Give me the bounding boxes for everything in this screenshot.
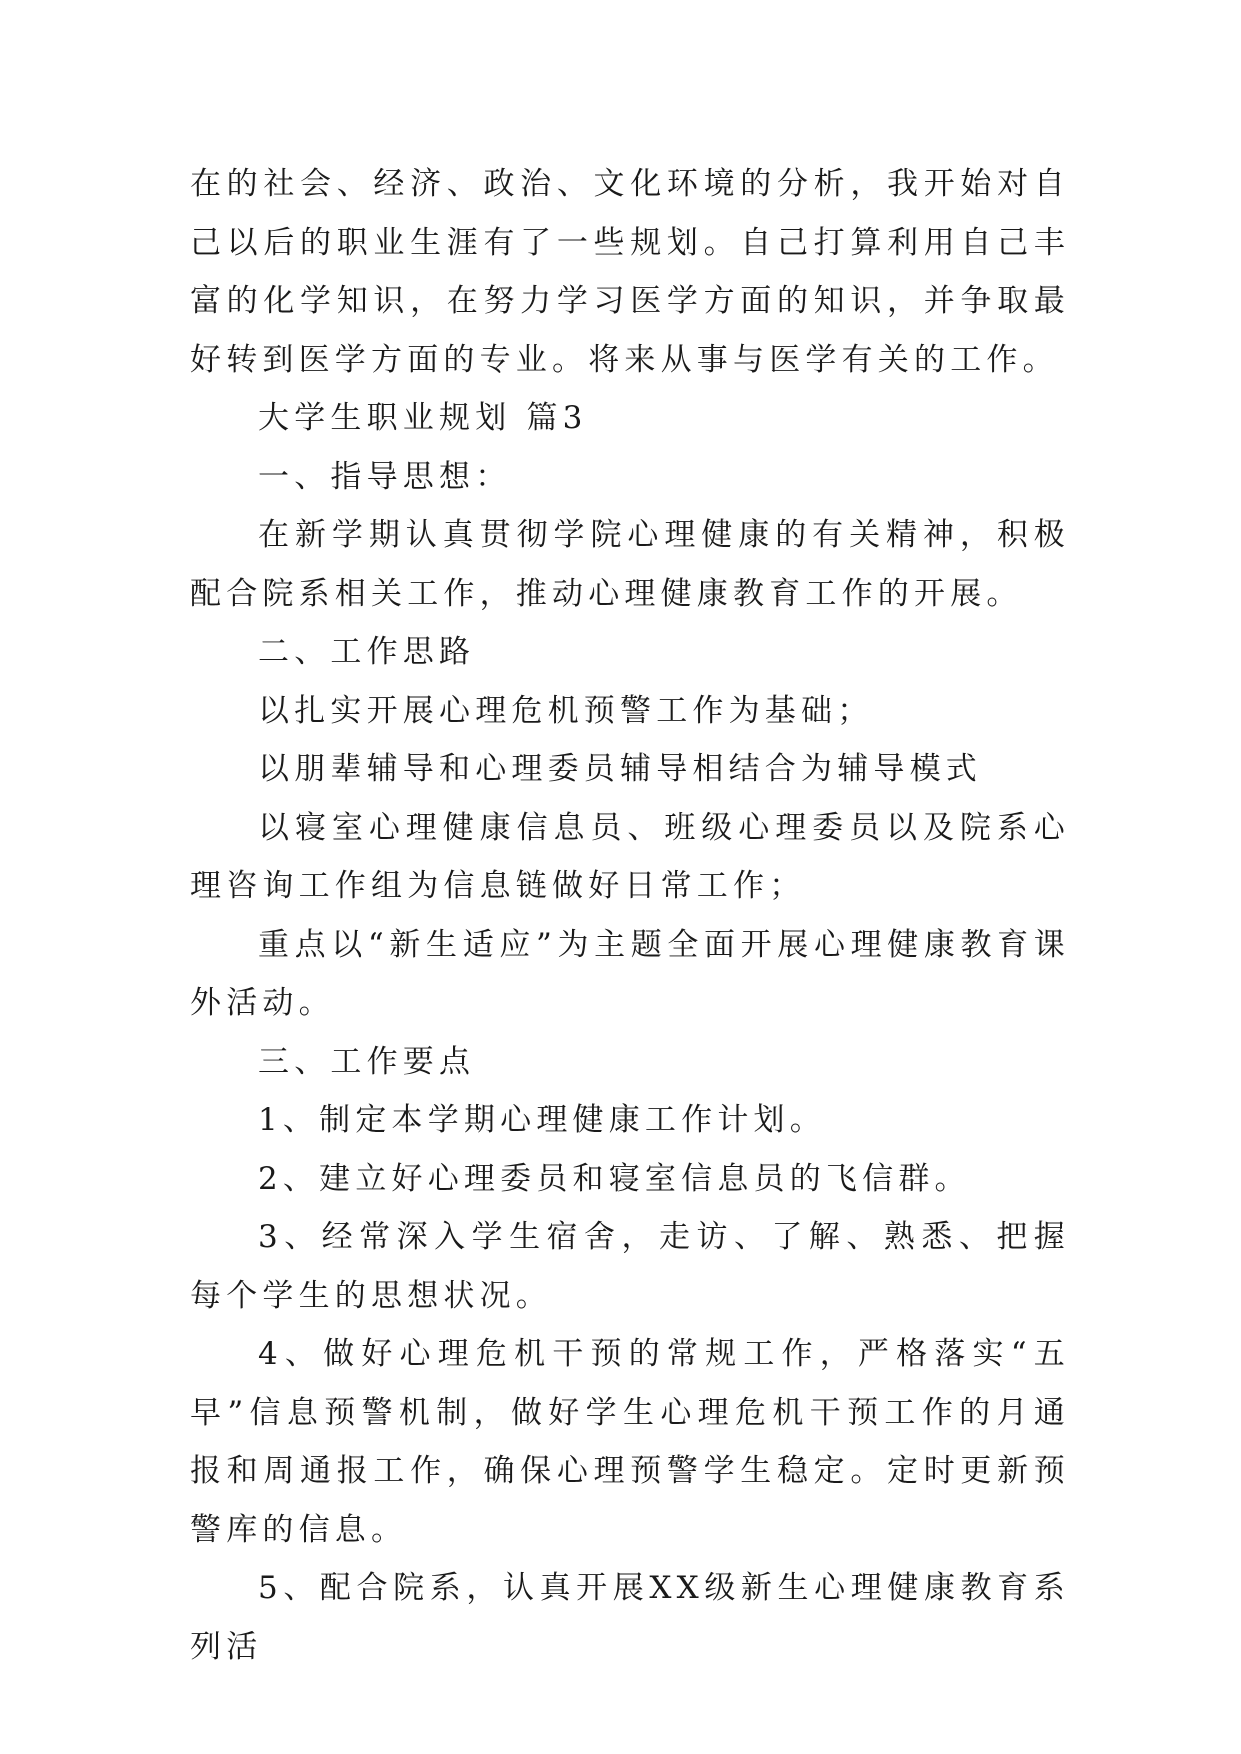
paragraph: 在的社会、经济、政治、文化环境的分析，我开始对自己以后的职业生涯有了一些规划。自己打算利用自己丰富的化学知识，在努力学习医学方面的知识，并争取最好转到医学方面的专业。将来从事与医学有关的工作。 <box>190 166 1070 378</box>
list-item: 1、制定本学期心理健康工作计划。 <box>258 1102 826 1138</box>
heading-work-points: 三、工作要点 <box>258 1043 476 1080</box>
list-item: 2、建立好心理委员和寝室信息员的飞信群。 <box>258 1160 971 1197</box>
heading-guiding-ideology: 一、指导思想： <box>258 458 512 495</box>
paragraph: 以扎实开展心理危机预警工作为基础； <box>258 692 874 729</box>
paragraph: 重点以“新生适应”为主题全面开展心理健康教育课外活动。 <box>190 926 1070 1021</box>
document-body <box>190 155 1070 1676</box>
list-item: 4、做好心理危机干预的常规工作，严格落实“五早”信息预警机制，做好学生心理危机干预工作的月通报和周通报工作，确保心理预警学生稳定。定时更新预警库的信息。 <box>190 1336 1070 1548</box>
list-item: 3、经常深入学生宿舍，走访、了解、熟悉、把握每个学生的思想状况。 <box>190 1219 1070 1314</box>
paragraph: 以朋辈辅导和心理委员辅导相结合为辅导模式 <box>258 751 982 787</box>
section-title: 大学生职业规划 篇3 <box>258 400 588 436</box>
heading-work-ideas: 二、工作思路 <box>258 634 476 670</box>
paragraph: 以寝室心理健康信息员、班级心理委员以及院系心理咨询工作组为信息链做好日常工作； <box>190 809 1070 904</box>
paragraph: 在新学期认真贯彻学院心理健康的有关精神，积极配合院系相关工作，推动心理健康教育工作的开展。 <box>190 517 1070 612</box>
list-item: 5、配合院系，认真开展XX级新生心理健康教育系列活 <box>190 1570 1070 1665</box>
